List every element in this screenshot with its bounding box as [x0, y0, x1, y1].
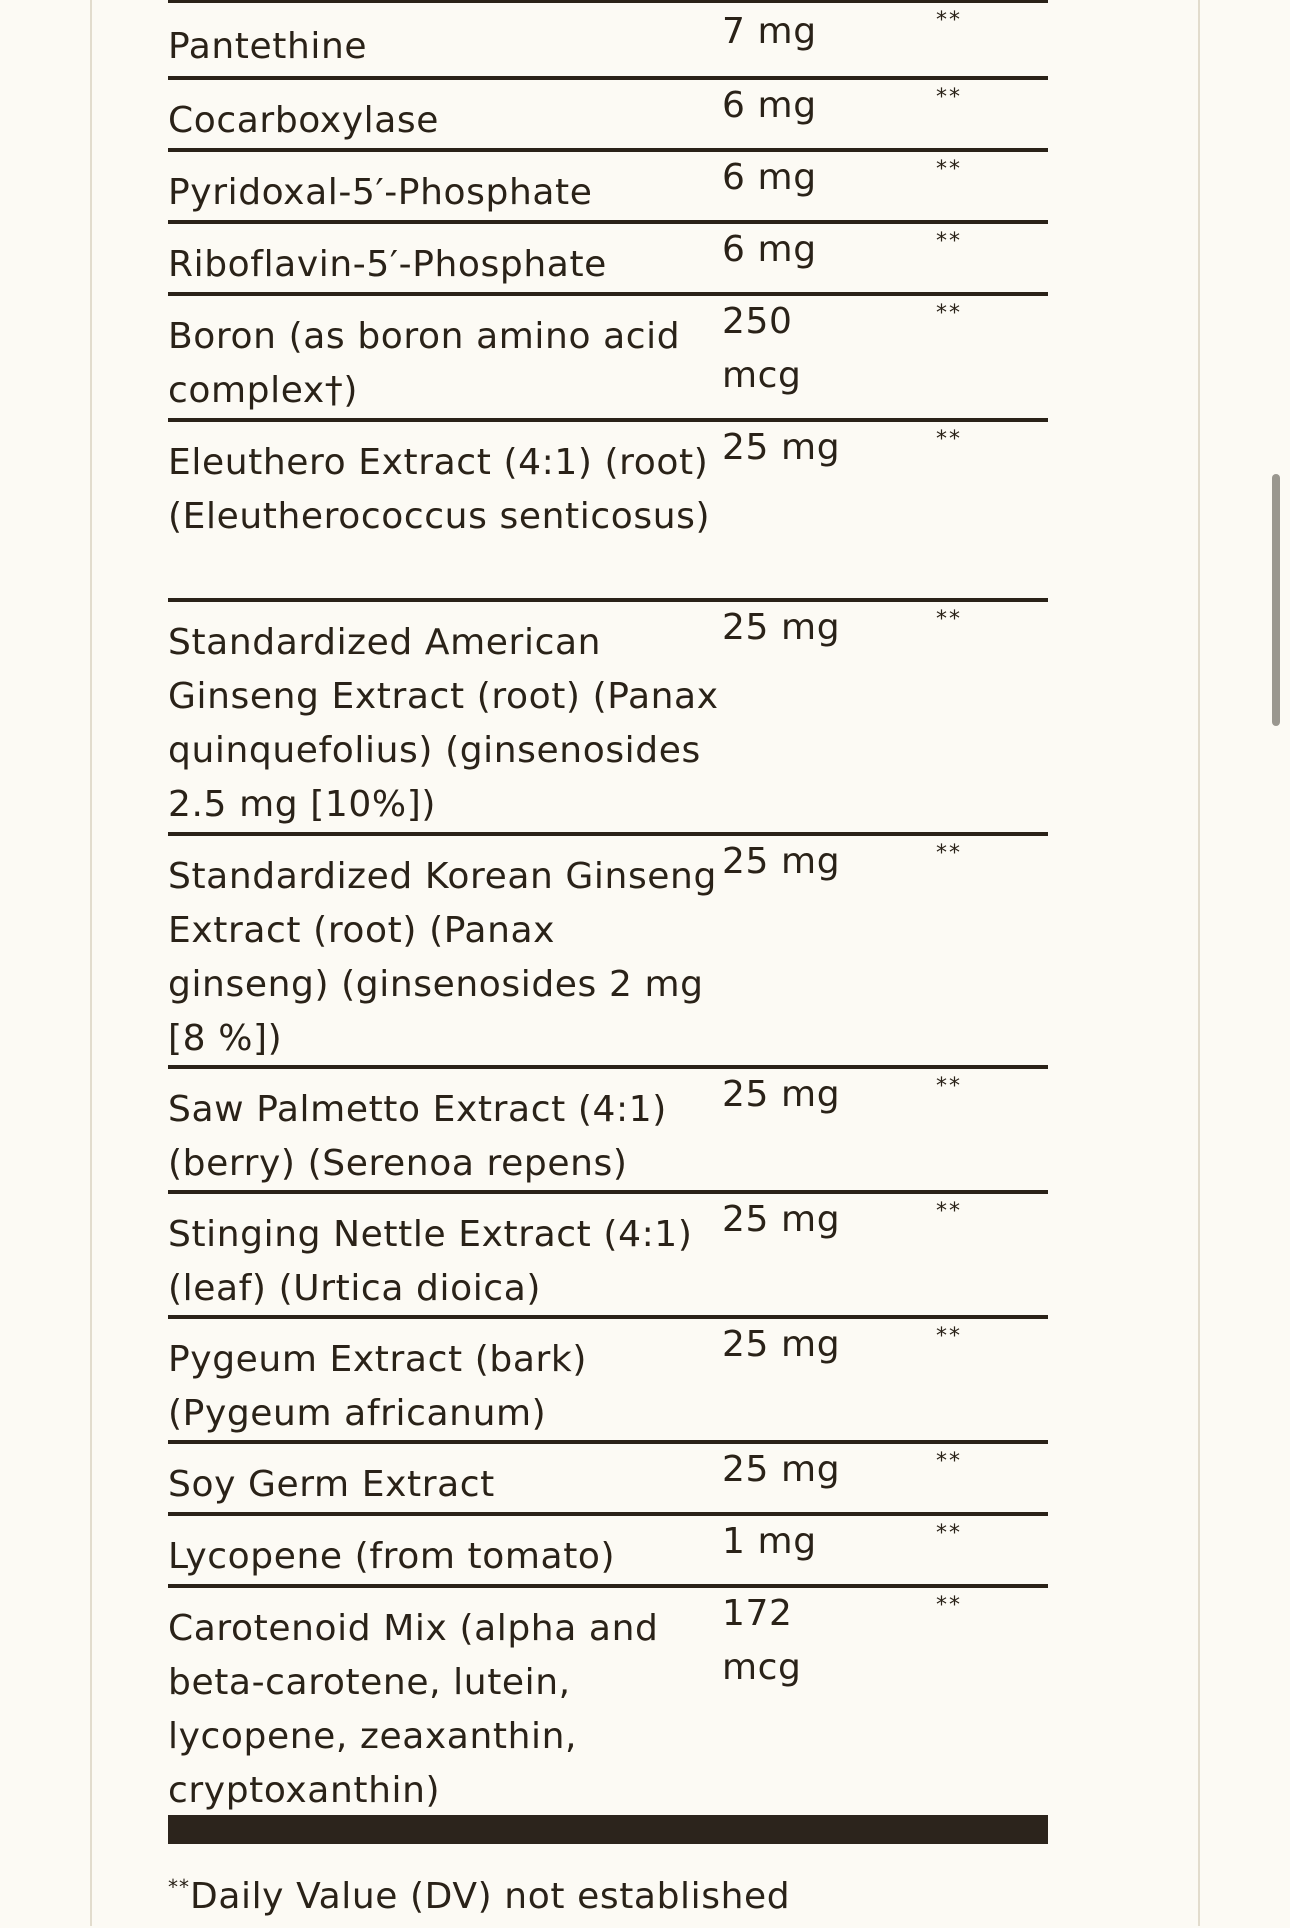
daily-value-marker: **	[936, 607, 962, 632]
ingredient-amount: 25 mg	[722, 1449, 841, 1490]
ingredient-amount: 25 mg	[722, 607, 841, 648]
daily-value-marker: **	[936, 1593, 962, 1618]
daily-value-marker: **	[936, 301, 962, 326]
ingredient-amount: 25 mg	[722, 841, 841, 882]
ingredient-name: Boron (as boron amino acid complex†)	[168, 316, 681, 411]
daily-value-marker: **	[936, 1449, 962, 1474]
daily-value-marker: **	[936, 85, 962, 110]
table-row	[168, 76, 1048, 148]
supplement-facts-table	[168, 0, 1048, 1817]
panel-border-right	[1198, 0, 1200, 1926]
table-row	[168, 220, 1048, 292]
daily-value-marker: **	[936, 8, 962, 33]
ingredient-name: Carotenoid Mix (alpha and beta-carotene, lutein, lycopene, zeaxanthin, cryptoxanthin)	[168, 1608, 659, 1811]
footnote-marker: **	[168, 1875, 190, 1899]
daily-value-marker: **	[936, 427, 962, 452]
daily-value-marker: **	[936, 841, 962, 866]
daily-value-footnote	[168, 1870, 790, 1928]
table-row	[168, 832, 1048, 1065]
ingredient-name: Standardized American Ginseng Extract (root) (Panax quinquefolius) (ginsenosides 2.5 mg [10%])	[168, 622, 719, 825]
ingredient-amount: 172 mcg	[722, 1593, 802, 1688]
table-row	[168, 418, 1048, 598]
daily-value-marker: **	[936, 1074, 962, 1099]
ingredient-amount: 25 mg	[722, 1074, 841, 1115]
ingredient-amount: 250 mcg	[722, 301, 802, 396]
ingredient-name: Soy Germ Extract	[168, 1464, 495, 1505]
ingredient-name: Pygeum Extract (bark) (Pygeum africanum)	[168, 1339, 587, 1434]
ingredient-name: Riboflavin-5′-Phosphate	[168, 244, 607, 285]
daily-value-marker: **	[936, 157, 962, 182]
table-row	[168, 1190, 1048, 1315]
ingredient-name: Eleuthero Extract (4:1) (root) (Eleutherococcus senticosus)	[168, 442, 711, 537]
table-row	[168, 0, 1048, 76]
ingredient-name: Standardized Korean Ginseng Extract (root) (Panax ginseng) (ginsenosides 2 mg [8 %])	[168, 856, 717, 1059]
daily-value-marker: **	[936, 229, 962, 254]
scrollbar-thumb[interactable]	[1272, 474, 1280, 726]
table-row	[168, 148, 1048, 220]
ingredient-name: Pantethine	[168, 26, 368, 67]
footnote-text: Daily Value (DV) not established	[190, 1876, 791, 1917]
table-row	[168, 1440, 1048, 1512]
ingredient-amount: 1 mg	[722, 1521, 817, 1562]
ingredient-name: Stinging Nettle Extract (4:1) (leaf) (Urtica dioica)	[168, 1214, 693, 1309]
ingredient-amount: 25 mg	[722, 1199, 841, 1240]
ingredient-name: Pyridoxal-5′-Phosphate	[168, 172, 593, 213]
table-row	[168, 292, 1048, 418]
panel-border-left	[90, 0, 92, 1926]
ingredient-name: Cocarboxylase	[168, 100, 439, 141]
ingredient-amount: 25 mg	[722, 1324, 841, 1365]
daily-value-marker: **	[936, 1324, 962, 1349]
ingredient-amount: 6 mg	[722, 157, 817, 198]
daily-value-marker: **	[936, 1521, 962, 1546]
ingredient-amount: 25 mg	[722, 427, 841, 468]
table-row	[168, 1315, 1048, 1440]
ingredient-name: Saw Palmetto Extract (4:1) (berry) (Serenoa repens)	[168, 1089, 667, 1184]
daily-value-marker: **	[936, 1199, 962, 1224]
table-row	[168, 1584, 1048, 1817]
ingredient-amount: 7 mg	[722, 11, 817, 52]
ingredient-name: Lycopene (from tomato)	[168, 1536, 616, 1577]
table-end-bar	[168, 1815, 1048, 1844]
table-row	[168, 1065, 1048, 1190]
table-row	[168, 598, 1048, 832]
table-row	[168, 1512, 1048, 1584]
ingredient-amount: 6 mg	[722, 85, 817, 126]
ingredient-amount: 6 mg	[722, 229, 817, 270]
